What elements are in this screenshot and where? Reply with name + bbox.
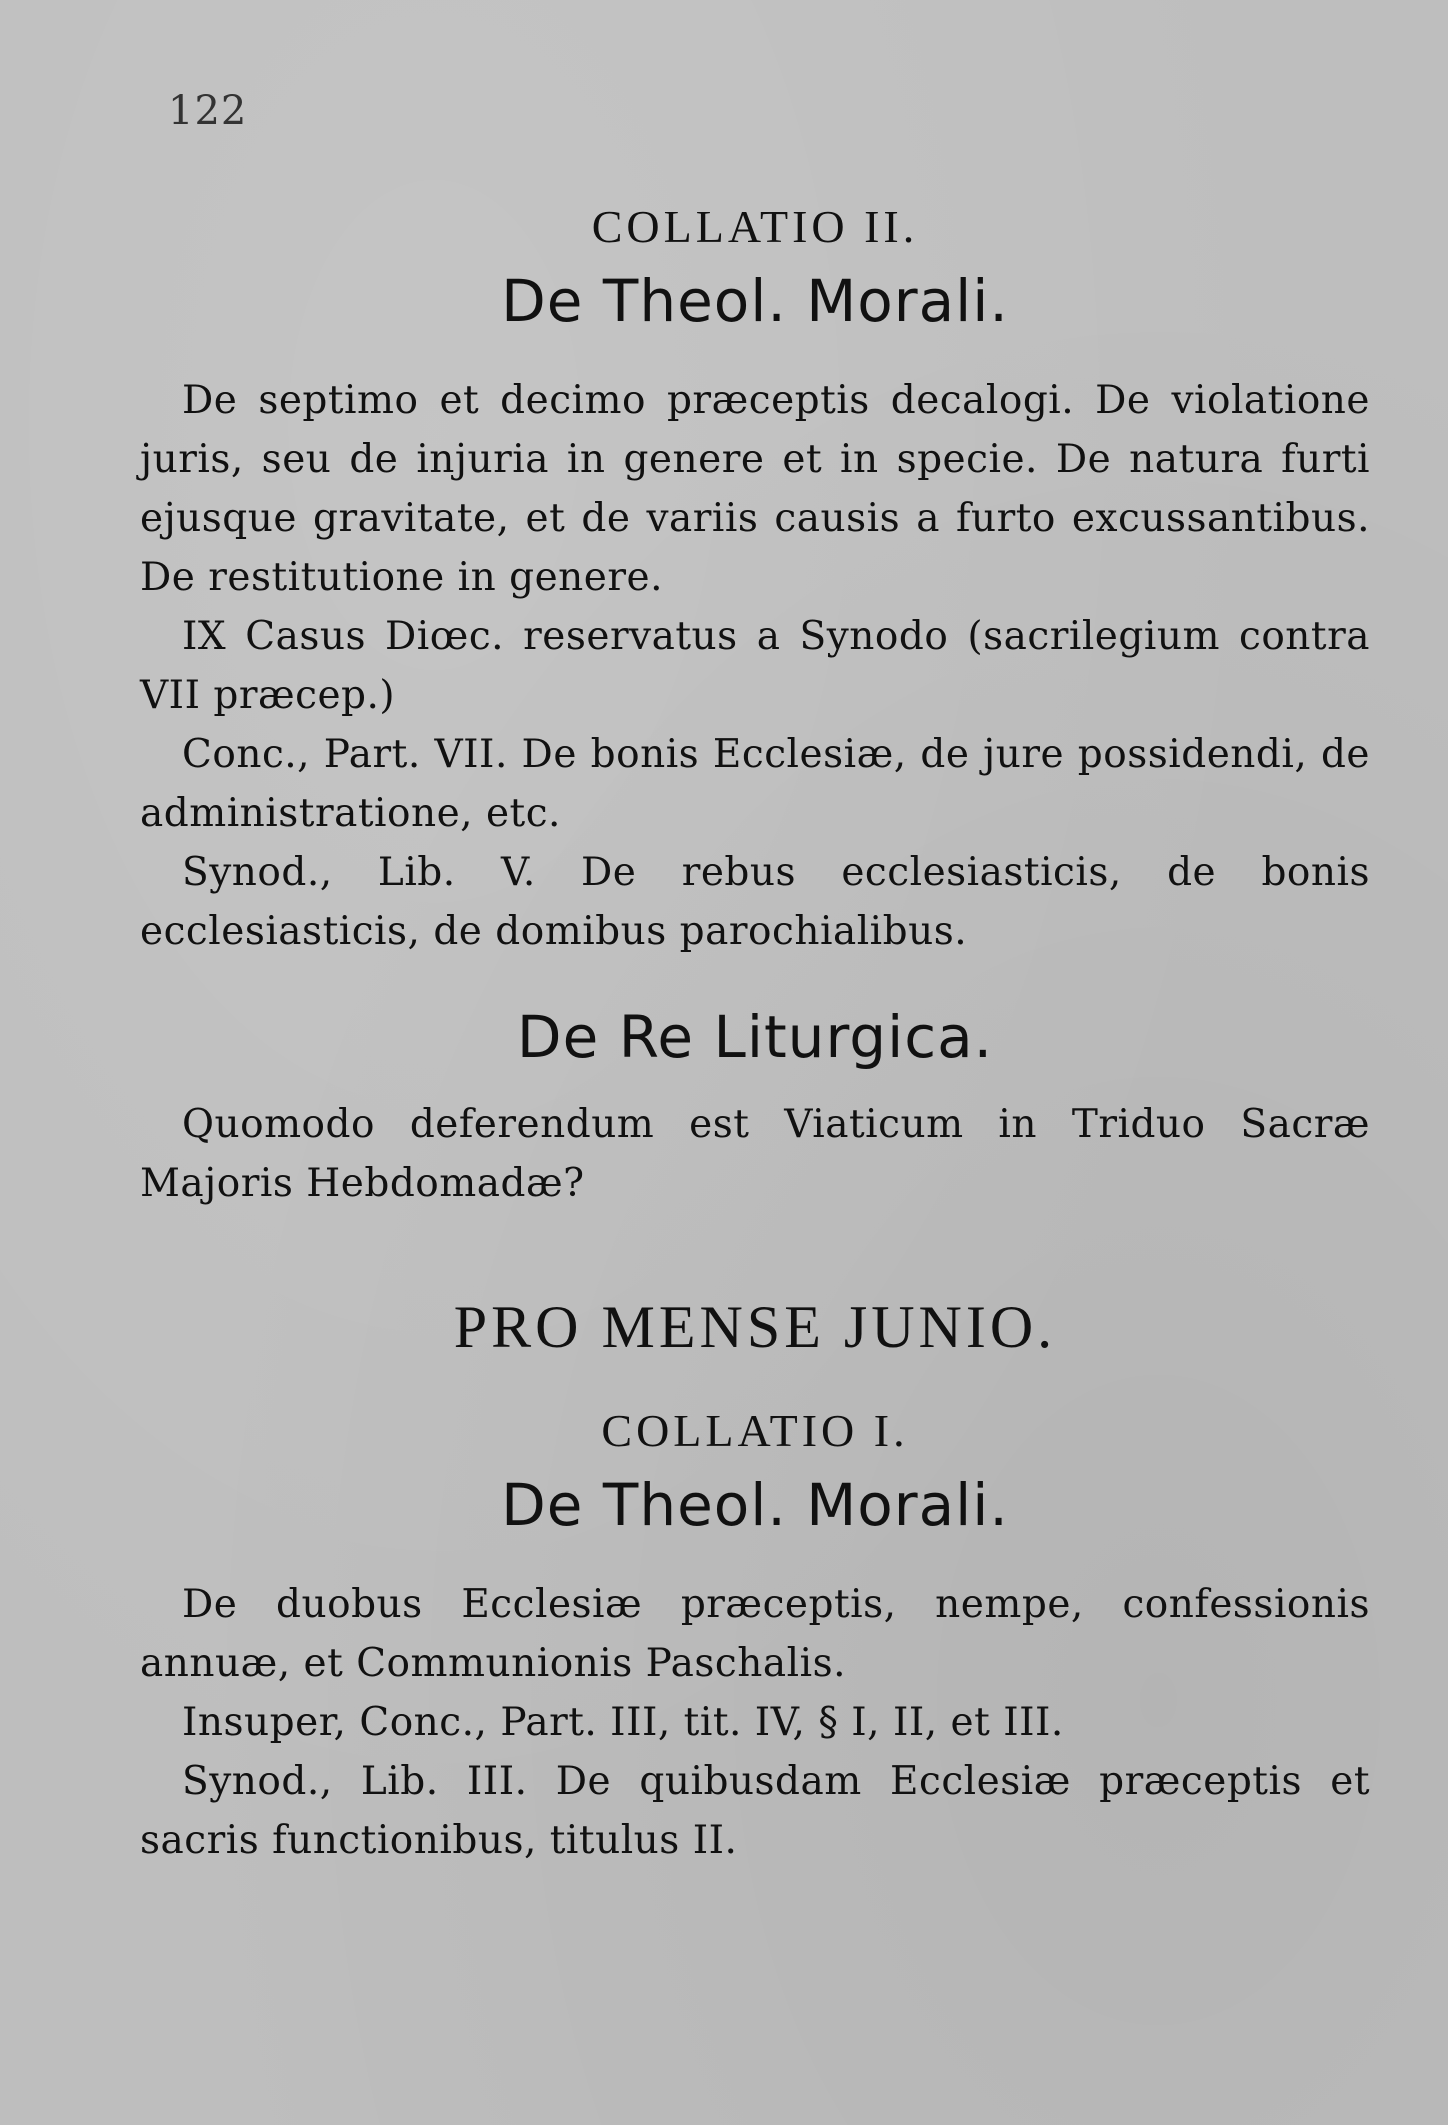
month-heading: PRO MENSE JUNIO. bbox=[453, 1294, 1057, 1360]
page-number: 122 bbox=[168, 88, 248, 134]
paragraph-conc: Conc., Part. VII. De bonis Ecclesiæ, de jure possidendi, de administratione, etc. bbox=[140, 732, 1370, 836]
paragraph-church-precepts: De duobus Ecclesiæ præceptis, nempe, confessionis annuæ, et Communionis Paschalis. bbox=[140, 1582, 1370, 1686]
paragraph-insuper: Insuper, Conc., Part. III, tit. IV, § I, II, et III. bbox=[182, 1700, 1064, 1745]
liturgy-question: Quomodo deferendum est Viaticum in Triduo Sacræ Majoris Hebdomadæ? bbox=[140, 1102, 1370, 1206]
paragraph-precepts: De septimo et decimo præceptis decalogi. De violatione juris, seu de injuria in genere et in specie. De natura furti ejusque gravitate, et de variis causis a furto excussantibus. De restitutione in genere. bbox=[140, 378, 1370, 600]
moral-section-body bbox=[140, 371, 1370, 961]
moral-theology-heading: De Theol. Morali. bbox=[501, 267, 1009, 335]
june-section-body bbox=[140, 1575, 1370, 1870]
paragraph-casus: IX Casus Diœc. reservatus a Synodo (sacrilegium contra VII præcep.) bbox=[140, 614, 1370, 718]
paragraph-synod: Synod., Lib. V. De rebus ecclesiasticis, de bonis ecclesiasticis, de domibus parochialibus. bbox=[140, 850, 1370, 954]
collatio-heading-1: COLLATIO I. bbox=[601, 1405, 909, 1456]
page-content bbox=[140, 200, 1370, 1870]
paragraph-synod-lib-iii: Synod., Lib. III. De quibusdam Ecclesiæ præceptis et sacris functionibus, titulus II. bbox=[140, 1759, 1370, 1863]
collatio-heading-2: COLLATIO II. bbox=[591, 201, 919, 252]
moral-theology-heading-2: De Theol. Morali. bbox=[501, 1471, 1009, 1539]
liturgy-heading: De Re Liturgica. bbox=[516, 1003, 994, 1071]
